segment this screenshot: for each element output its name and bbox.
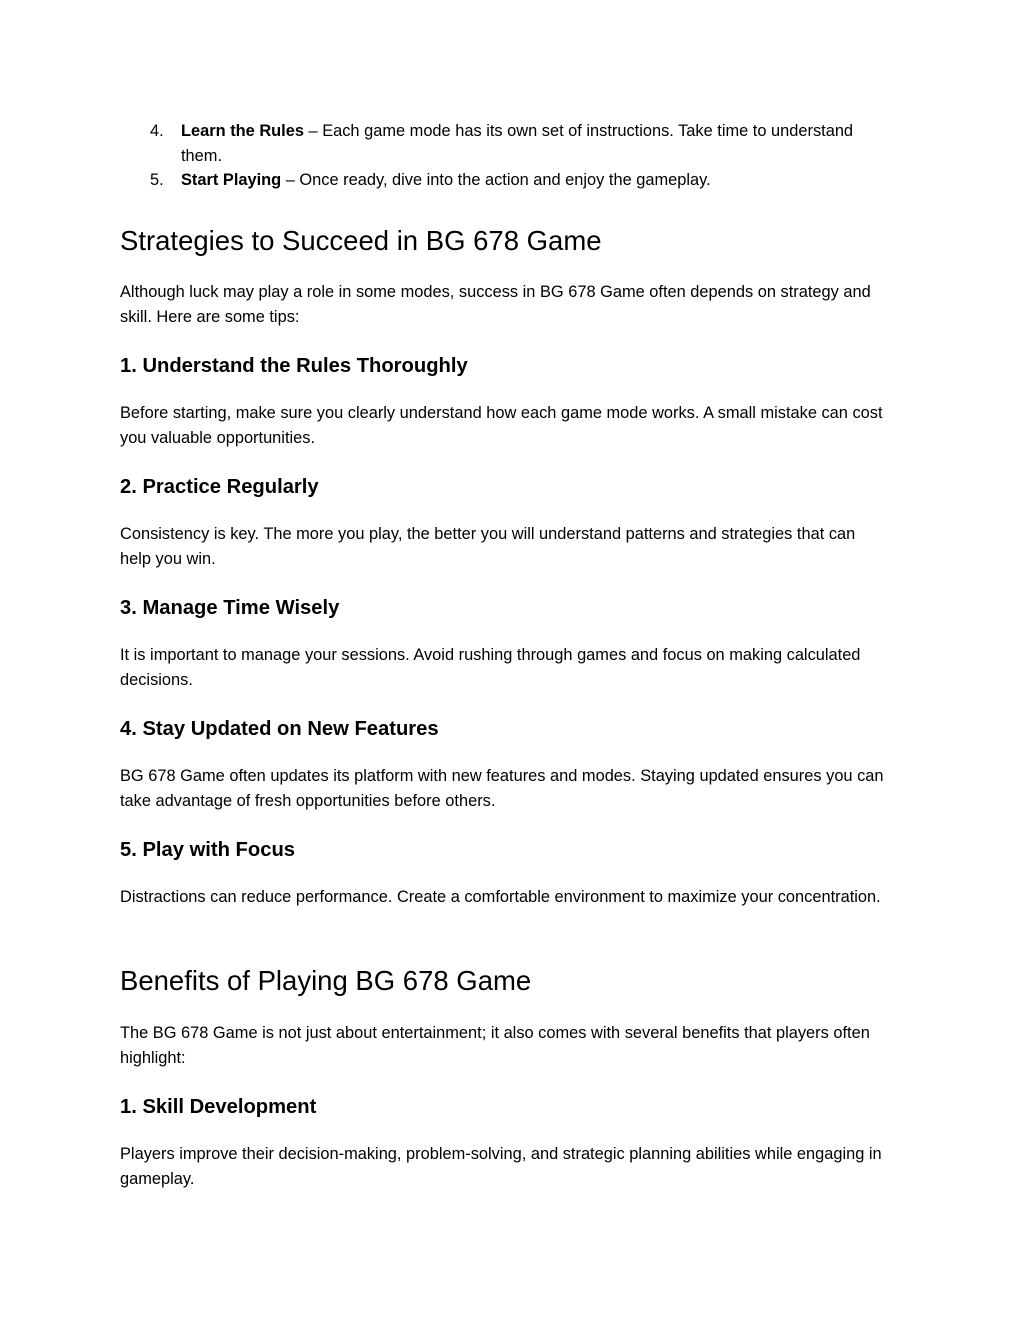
list-item-title: Start Playing <box>181 171 282 189</box>
tip-body: BG 678 Game often updates its platform with new features and modes. Staying updated ensures you can take advantage of fresh opportunities before others. <box>120 767 884 810</box>
steps-list <box>120 119 890 193</box>
strategies-heading: Strategies to Succeed in BG 678 Game <box>120 225 602 256</box>
benefit-title: 1. Skill Development <box>120 1096 317 1118</box>
tip-body: Before starting, make sure you clearly understand how each game mode works. A small mistake can cost you valuable opportunities. <box>120 404 883 447</box>
list-item-title: Learn the Rules <box>181 122 304 140</box>
tip-body: Distractions can reduce performance. Create a comfortable environment to maximize your concentration. <box>120 888 881 906</box>
strategies-intro: Although luck may play a role in some modes, success in BG 678 Game often depends on strategy and skill. Here are some tips: <box>120 283 871 326</box>
tip-title: 5. Play with Focus <box>120 839 296 861</box>
list-item-number: 4. <box>150 122 164 140</box>
tip-title: 3. Manage Time Wisely <box>120 597 340 619</box>
list-item <box>120 168 890 193</box>
tip-title: 1. Understand the Rules Thoroughly <box>120 355 468 377</box>
list-item <box>120 119 890 168</box>
tip-title: 4. Stay Updated on New Features <box>120 718 439 740</box>
benefit-body: Players improve their decision-making, problem-solving, and strategic planning abilities while engaging in gameplay. <box>120 1145 882 1188</box>
list-item-number: 5. <box>150 171 164 189</box>
benefits-intro: The BG 678 Game is not just about entertainment; it also comes with several benefits that players often highlight: <box>120 1024 870 1067</box>
benefits-heading: Benefits of Playing BG 678 Game <box>120 965 532 996</box>
list-item-text: – Each game mode has its own set of instructions. Take time to understand them. <box>181 122 854 165</box>
list-item-text: – Once ready, dive into the action and enjoy the gameplay. <box>281 171 711 189</box>
tip-title: 2. Practice Regularly <box>120 476 319 498</box>
tip-body: It is important to manage your sessions. Avoid rushing through games and focus on making calculated decisions. <box>120 646 861 689</box>
tip-body: Consistency is key. The more you play, the better you will understand patterns and strategies that can help you win. <box>120 525 856 568</box>
